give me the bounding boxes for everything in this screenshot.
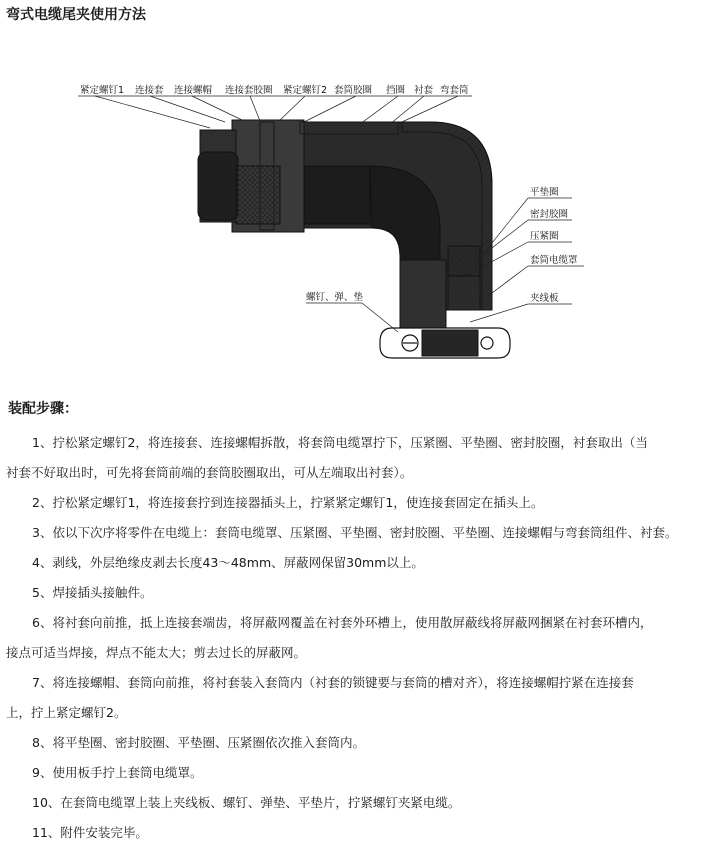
step-8: 8、将平垫圈、密封胶圈、平垫圈、压紧圈依次推入套筒内。 bbox=[32, 735, 365, 750]
label-set-screw-2: 紧定螺钉2 bbox=[283, 85, 328, 96]
step-6-continued: 接点可适当焊接，焊点不能太大；剪去过长的屏蔽网。 bbox=[6, 645, 307, 660]
label-tube-gasket: 套筒胶圈 bbox=[334, 85, 373, 96]
step-6: 6、将衬套向前推，抵上连接套端齿，将屏蔽网覆盖在衬套外环槽上，使用散屏蔽线将屏蔽网捆紧在衬套环槽内， bbox=[32, 615, 653, 630]
label-sleeve-gasket: 连接套胶圈 bbox=[225, 85, 273, 96]
step-9: 9、使用板手拧上套筒电缆罩。 bbox=[32, 765, 203, 780]
step-3: 3、依以下次序将零件在电缆上：套筒电缆罩、压紧圈、平垫圈、密封胶圈、平垫圈、连接螺帽与弯套筒组件、衬套。 bbox=[32, 525, 678, 540]
label-screw-spring-washer: 螺钉、弹、垫 bbox=[306, 292, 364, 303]
label-compression-ring: 压紧圈 bbox=[530, 231, 559, 242]
label-elbow-tube: 弯套筒 bbox=[440, 85, 469, 96]
label-flat-washer: 平垫圈 bbox=[530, 187, 559, 198]
step-1-continued: 衬套不好取出时，可先将套筒前端的套筒胶圈取出，可从左端取出衬套）。 bbox=[6, 465, 413, 480]
assembly-steps-heading: 装配步骤： bbox=[8, 401, 78, 417]
step-10: 10、在套筒电缆罩上装上夹线板、螺钉、弹垫、平垫片，拧紧螺钉夹紧电缆。 bbox=[32, 795, 461, 810]
step-4: 4、剥线，外层绝缘皮剥去长度43～48mm、屏蔽网保留30mm以上。 bbox=[32, 555, 424, 570]
label-coupling-nut: 连接螺帽 bbox=[174, 85, 213, 96]
label-cable-cover: 套筒电缆罩 bbox=[530, 255, 578, 266]
cable-clamp-diagram bbox=[0, 60, 720, 380]
cable-braid bbox=[236, 166, 280, 224]
label-bushing: 衬套 bbox=[414, 85, 434, 96]
step-7-continued: 上，拧上紧定螺钉2。 bbox=[6, 705, 127, 720]
clamp-center-block bbox=[422, 330, 478, 356]
lower-hatched-ring bbox=[448, 276, 480, 310]
step-5: 5、焊接插头接触件。 bbox=[32, 585, 153, 600]
label-seal-gasket: 密封胶圈 bbox=[530, 209, 569, 220]
cable-core bbox=[304, 166, 370, 224]
assembly-steps bbox=[6, 428, 706, 848]
clamp-screw-right-icon bbox=[481, 337, 493, 349]
step-7: 7、将连接螺帽、套筒向前推，将衬套装入套筒内（衬套的锁键要与套筒的槽对齐），将连接螺帽拧紧在连接套 bbox=[32, 675, 634, 690]
label-connector-sleeve: 连接套 bbox=[135, 85, 164, 96]
step-11: 11、附件安装完毕。 bbox=[32, 825, 148, 840]
cable-clamp-sleeve bbox=[400, 260, 446, 330]
label-clamp-plate: 夹线板 bbox=[530, 293, 559, 304]
step-2: 2、拧松紧定螺钉1，将连接套拧到连接器插头上，拧紧紧定螺钉1，使连接套固定在插头上。 bbox=[32, 495, 544, 510]
top-hatched-ring bbox=[300, 122, 398, 134]
step-1: 1、拧松紧定螺钉2，将连接套、连接螺帽拆散，将套筒电缆罩拧下，压紧圈、平垫圈、密封胶圈，衬套取出（当 bbox=[32, 435, 648, 450]
label-set-screw-1: 紧定螺钉1 bbox=[80, 85, 125, 96]
label-retaining-ring: 挡圈 bbox=[386, 85, 406, 96]
page-title: 弯式电缆尾夹使用方法 bbox=[6, 7, 146, 23]
front-plug bbox=[198, 152, 238, 220]
